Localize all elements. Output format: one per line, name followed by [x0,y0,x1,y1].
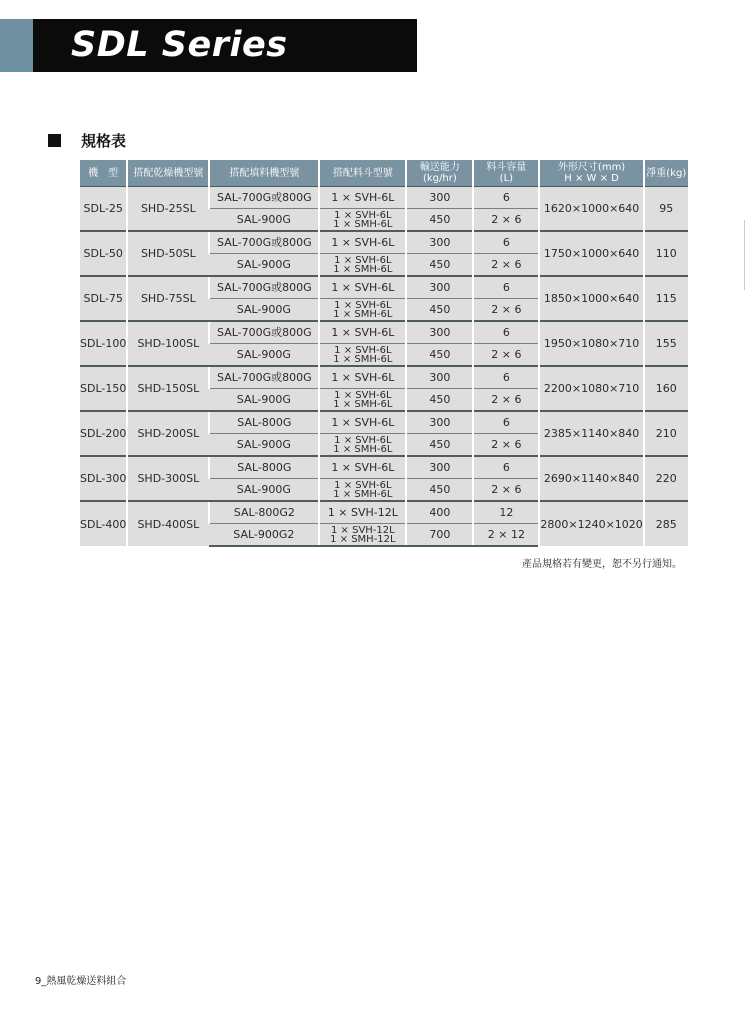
hopper-model-line: 1 × SVH-6L [334,434,392,446]
hopper-model-line: 1 × SVH-6L [334,344,392,356]
dryer-model-cell: SHD-200SL [127,411,209,456]
capacity-cell: 450 [406,434,473,457]
hopper-volume-cell: 6 [473,321,539,344]
hopper-model-line: 1 × SMH-6L [333,353,393,365]
loader-model-cell: SAL-700G或800G [209,366,319,389]
hopper-model-cell [319,344,406,367]
dimensions-cell: 1850×1000×640 [539,276,643,321]
hopper-model-line: 1 × SVH-6L [334,389,392,401]
hopper-volume-cell: 6 [473,187,539,209]
hopper-model-line: 1 × SVH-6L [331,191,395,204]
dryer-model-cell: SHD-300SL [127,456,209,501]
column-header-line: (kg/hr) [422,173,457,184]
column-header-line: 淨重(kg) [646,167,687,179]
hopper-model-cell [319,231,406,254]
dimensions-cell: 2690×1140×840 [539,456,643,501]
capacity-cell: 450 [406,479,473,502]
column-header-line: 機 型 [88,167,119,179]
capacity-cell: 450 [406,254,473,277]
hopper-model-cell [319,366,406,389]
model-cell: SDL-75 [80,276,127,321]
page-footer: 9_熱風乾燥送料組合 [35,976,127,987]
loader-model-cell: SAL-800G [209,411,319,434]
hopper-model-line: 1 × SVH-12L [331,524,395,536]
weight-cell: 115 [644,276,688,321]
hopper-model-cell [319,479,406,502]
hopper-volume-cell: 6 [473,276,539,299]
loader-model-cell: SAL-900G [209,254,319,277]
loader-model-cell: SAL-700G或800G [209,187,319,209]
table-header-row [80,160,688,187]
loader-model-cell: SAL-700G或800G [209,231,319,254]
dryer-model-cell: SHD-50SL [127,231,209,276]
hopper-model-line: 1 × SVH-6L [331,416,395,429]
column-header-line: 外形尺寸(mm) [557,162,626,173]
column-header [473,160,539,187]
column-header-line: 搭配填料機型號 [229,167,300,179]
loader-model-cell: SAL-900G [209,299,319,322]
capacity-cell: 700 [406,524,473,547]
hopper-model-line: 1 × SVH-6L [334,299,392,311]
capacity-cell: 300 [406,231,473,254]
capacity-cell: 400 [406,501,473,524]
dimensions-cell: 2385×1140×840 [539,411,643,456]
hopper-volume-cell: 2 × 6 [473,299,539,322]
hopper-model-cell [319,524,406,547]
loader-model-cell: SAL-900G [209,389,319,412]
hopper-model-cell [319,434,406,457]
hopper-model-line: 1 × SVH-6L [331,281,395,294]
hopper-model-line: 1 × SMH-6L [333,398,393,410]
loader-model-cell: SAL-900G [209,344,319,367]
weight-cell: 155 [644,321,688,366]
hopper-model-line: 1 × SMH-6L [333,263,393,275]
capacity-cell: 300 [406,366,473,389]
hopper-volume-cell: 2 × 6 [473,389,539,412]
table-row [80,276,688,299]
capacity-cell: 300 [406,411,473,434]
loader-model-cell: SAL-800G2 [209,501,319,524]
column-header [127,160,209,187]
model-cell: SDL-25 [80,187,127,232]
model-cell: SDL-400 [80,501,127,546]
weight-cell: 210 [644,411,688,456]
column-header [209,160,319,187]
hopper-model-line: 1 × SVH-6L [331,236,395,249]
hopper-volume-cell: 2 × 6 [473,344,539,367]
capacity-cell: 450 [406,389,473,412]
dimensions-cell: 1620×1000×640 [539,187,643,232]
table-row [80,501,688,524]
weight-cell: 160 [644,366,688,411]
dimensions-cell: 1950×1080×710 [539,321,643,366]
hopper-model-line: 1 × SMH-12L [330,533,396,545]
loader-model-cell: SAL-700G或800G [209,276,319,299]
dryer-model-cell: SHD-100SL [127,321,209,366]
hopper-volume-cell: 2 × 12 [473,524,539,547]
loader-model-cell: SAL-900G [209,434,319,457]
hopper-volume-cell: 6 [473,231,539,254]
hopper-volume-cell: 6 [473,411,539,434]
section-title: 規格表 [81,131,127,150]
loader-model-cell: SAL-800G [209,456,319,479]
column-header-line: 搭配料斗型號 [332,167,393,179]
hopper-volume-cell: 2 × 6 [473,209,539,232]
header-banner [33,19,417,72]
dimensions-cell: 1750×1000×640 [539,231,643,276]
column-header [644,160,688,187]
hopper-model-line: 1 × SVH-6L [334,254,392,266]
hopper-model-line: 1 × SVH-6L [331,326,395,339]
hopper-volume-cell: 2 × 6 [473,479,539,502]
hopper-model-cell [319,501,406,524]
loader-model-cell: SAL-700G或800G [209,321,319,344]
square-bullet-icon [48,134,61,147]
header-accent-block [0,19,33,72]
hopper-volume-cell: 2 × 6 [473,254,539,277]
hopper-model-line: 1 × SVH-6L [331,371,395,384]
dryer-model-cell: SHD-75SL [127,276,209,321]
weight-cell: 285 [644,501,688,546]
spec-table [80,160,688,547]
hopper-model-line: 1 × SVH-6L [334,479,392,491]
model-cell: SDL-300 [80,456,127,501]
table-body [80,187,688,547]
capacity-cell: 450 [406,209,473,232]
capacity-cell: 450 [406,299,473,322]
hopper-model-line: 1 × SMH-6L [333,308,393,320]
column-header [319,160,406,187]
hopper-model-line: 1 × SMH-6L [333,443,393,455]
hopper-model-line: 1 × SVH-6L [331,461,395,474]
hopper-model-cell [319,209,406,232]
hopper-model-cell [319,411,406,434]
capacity-cell: 300 [406,321,473,344]
hopper-model-line: 1 × SVH-12L [327,506,398,519]
table-row [80,187,688,209]
disclaimer-note: 產品規格若有變更，恕不另行通知。 [522,559,682,570]
weight-cell: 220 [644,456,688,501]
model-cell: SDL-100 [80,321,127,366]
weight-cell: 95 [644,187,688,232]
column-header [80,160,127,187]
column-header-line: 輸送能力 [419,162,460,173]
hopper-volume-cell: 12 [473,501,539,524]
capacity-cell: 300 [406,187,473,209]
dimensions-cell: 2200×1080×710 [539,366,643,411]
dryer-model-cell: SHD-150SL [127,366,209,411]
capacity-cell: 300 [406,276,473,299]
table-row [80,456,688,479]
column-header-line: H × W × D [564,173,619,184]
column-header-line: 搭配乾燥機型號 [133,167,204,179]
page-title: SDL Series [71,25,288,65]
hopper-model-cell [319,389,406,412]
capacity-cell: 300 [406,456,473,479]
hopper-model-line: 1 × SMH-6L [333,218,393,230]
table-row [80,321,688,344]
column-header [539,160,643,187]
table-row [80,366,688,389]
capacity-cell: 450 [406,344,473,367]
column-header-line: 料斗容量 [486,162,527,173]
hopper-model-line: 1 × SVH-6L [334,209,392,221]
loader-model-cell: SAL-900G [209,209,319,232]
model-cell: SDL-200 [80,411,127,456]
hopper-volume-cell: 2 × 6 [473,434,539,457]
hopper-volume-cell: 6 [473,366,539,389]
column-header [406,160,473,187]
hopper-model-cell [319,276,406,299]
loader-model-cell: SAL-900G2 [209,524,319,547]
hopper-model-line: 1 × SMH-6L [333,488,393,500]
weight-cell: 110 [644,231,688,276]
column-header-line: (L) [499,173,514,184]
hopper-model-cell [319,299,406,322]
hopper-model-cell [319,254,406,277]
hopper-model-cell [319,321,406,344]
hopper-model-cell [319,456,406,479]
table-row [80,411,688,434]
dimensions-cell: 2800×1240×1020 [539,501,643,546]
table-row [80,231,688,254]
hopper-model-cell [319,187,406,209]
loader-model-cell: SAL-900G [209,479,319,502]
model-cell: SDL-150 [80,366,127,411]
section-heading [48,130,126,150]
dryer-model-cell: SHD-25SL [127,187,209,232]
dryer-model-cell: SHD-400SL [127,501,209,546]
hopper-volume-cell: 6 [473,456,539,479]
model-cell: SDL-50 [80,231,127,276]
